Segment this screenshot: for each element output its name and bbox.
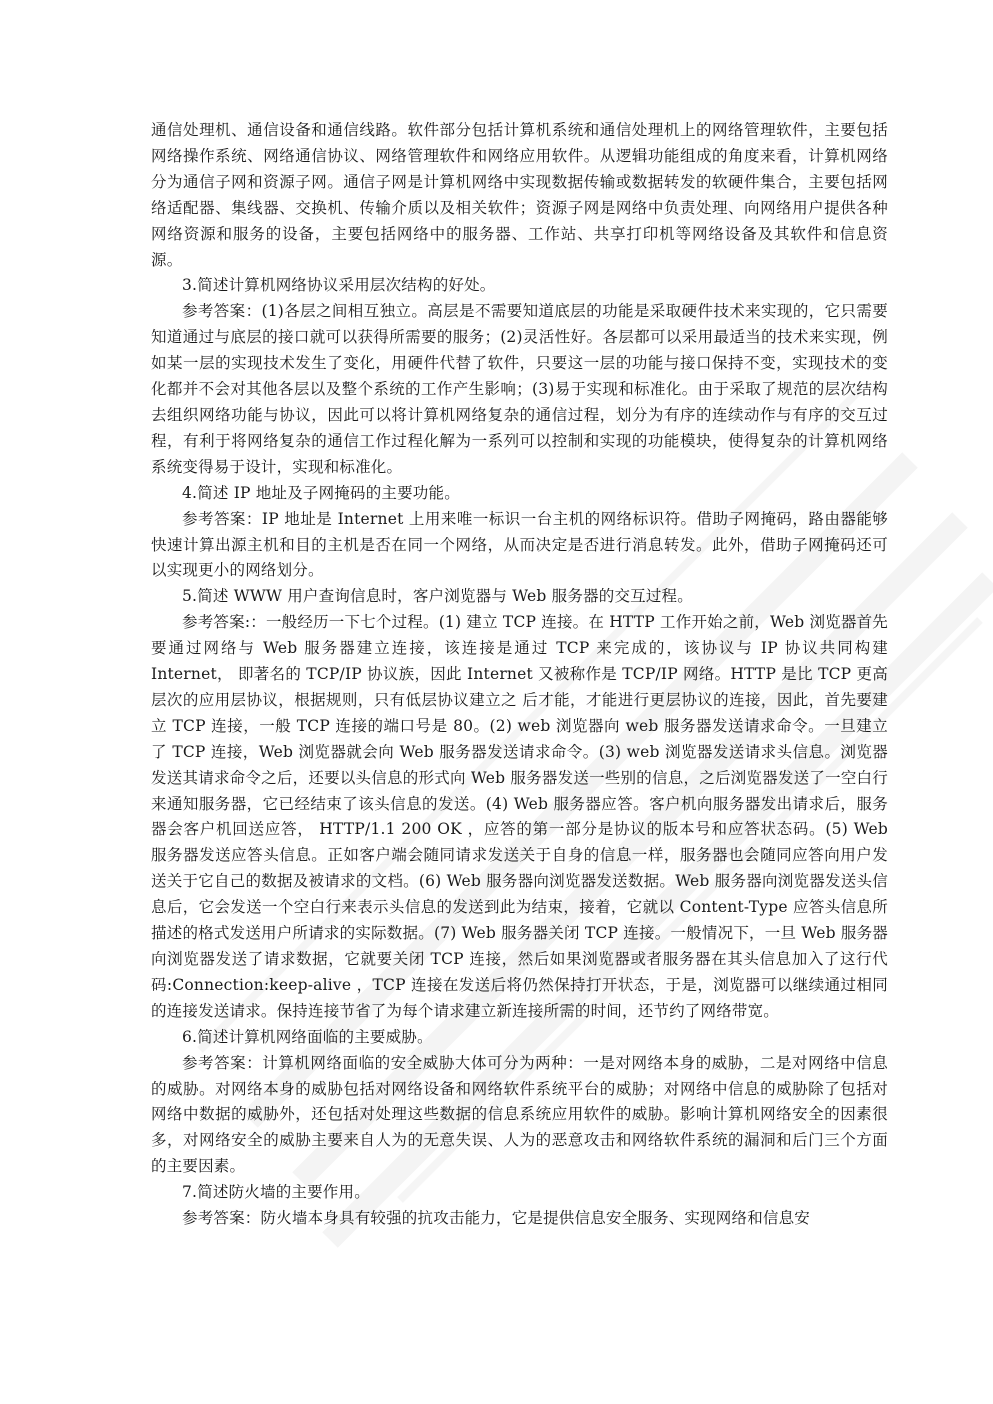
answer-5: 参考答案:：一般经历一下七个过程。(1) 建立 TCP 连接。在 HTTP 工作开始之前，Web 浏览器首先要通过网络与 Web 服务器建立连接，该连接是通过 TCP 来完成的，该协议与 IP 协议共同构建 Internet， 即著名的 TCP/IP 协议族，因此 Internet 又被称作是 TCP/IP 网络。HTTP 是比 TCP 更高层次的应用层协议，根据规则，只有低层协议建立之 后才能，才能进行更层协议的连接，因此，首先要建立 TCP 连接，一般 TCP 连接的端口号是 80。(2) web 浏览器向 web 服务器发送请求命令。一旦建立了 TCP 连接，Web 浏览器就会向 Web 服务器发送请求命令。(3) web 浏览器发送请求头信息。浏览器发送其请求命令之后，还要以头信息的形式向 Web 服务器发送一些别的信息，之后浏览器发送了一空白行来通知服务器，它已经结束了该头信息的发送。(4) Web 服务器应答。客户机向服务器发出请求后，服务器会客户机回送应答， HTTP/1.1 200 OK ，应答的第一部分是协议的版本号和应答状态码。(5) Web 服务器发送应答头信息。正如客户端会随同请求发送关于自身的信息一样，服务器也会随同应答向用户发送关于它自己的数据及被请求的文档。(6) Web 服务器向浏览器发送数据。Web 服务器向浏览器发送头信息后，它会发送一个空白行来表示头信息的发送到此为结束，接着，它就以 Content-Type 应答头信息所描述的格式发送用户所请求的实际数据。(7) Web 服务器关闭 TCP 连接。一般情况下，一旦 Web 服务器向浏览器发送了请求数据，它就要关闭 TCP 连接，然后如果浏览器或者服务器在其头信息加入了这行代码:Connection:keep-alive ，TCP 连接在发送后将仍然保持打开状态，于是，浏览器可以继续通过相同的连接发送请求。保持连接节省了为每个请求建立新连接所需的时间，还节约了网络带宽。 [151,613,888,1020]
intro-paragraph: 通信处理机、通信设备和通信线路。软件部分包括计算机系统和通信处理机上的网络管理软件，主要包括网络操作系统、网络通信协议、网络管理软件和网络应用软件。从逻辑功能组成的角度来看，计算机网络分为通信子网和资源子网。通信子网是计算机网络中实现数据传输或数据转发的软硬件集合，主要包括网络适配器、集线器、交换机、传输介质以及相关软件；资源子网是网络中负责处理、向网络用户提供各种网络资源和服务的设备，主要包括网络中的服务器、工作站、共享打印机等网络设备及其软件和信息资源。 [151,121,888,269]
answer-3: 参考答案：(1)各层之间相互独立。高层是不需要知道底层的功能是采取硬件技术来实现的，它只需要知道通过与底层的接口就可以获得所需要的服务；(2)灵活性好。各层都可以采用最适当的技术来实现，例如某一层的实现技术发生了变化，用硬件代替了软件，只要这一层的功能与接口保持不变，实现技术的变化都并不会对其他各层以及整个系统的工作产生影响；(3)易于实现和标准化。由于采取了规范的层次结构去组织网络功能与协议，因此可以将计算机网络复杂的通信过程，划分为有序的连续动作与有序的交互过程，有利于将网络复杂的通信工作过程化解为一系列可以控制和实现的功能模块，使得复杂的计算机网络系统变得易于设计，实现和标准化。 [151,302,888,476]
answer-4: 参考答案：IP 地址是 Internet 上用来唯一标识一台主机的网络标识符。借助子网掩码，路由器能够快速计算出源主机和目的主机是否在同一个网络，从而决定是否进行消息转发。此外，借助子网掩码还可以实现更小的网络划分。 [151,509,888,580]
question-7: 7.简述防火墙的主要作用。 [182,1183,370,1202]
question-3: 3.简述计算机网络协议采用层次结构的好处。 [182,276,496,295]
question-5: 5.简述 WWW 用户查询信息时，客户浏览器与 Web 服务器的交互过程。 [182,587,693,606]
question-6: 6.简述计算机网络面临的主要威胁。 [182,1027,433,1046]
answer-6: 参考答案：计算机网络面临的安全威胁大体可分为两种：一是对网络本身的威胁，二是对网络中信息的威胁。对网络本身的威胁包括对网络设备和网络软件系统平台的威胁；对网络中信息的威胁除了包括对网络中数据的威胁外，还包括对处理这些数据的信息系统应用软件的威胁。影响计算机网络安全的因素很多，对网络安全的威胁主要来自人为的无意失误、人为的恶意攻击和网络软件系统的漏洞和后门三个方面的主要因素。 [151,1053,888,1176]
document-body [151,118,888,1232]
question-4: 4.简述 IP 地址及子网掩码的主要功能。 [182,483,460,502]
answer-7: 参考答案：防火墙本身具有较强的抗攻击能力，它是提供信息安全服务、实现网络和信息安 [182,1209,811,1228]
